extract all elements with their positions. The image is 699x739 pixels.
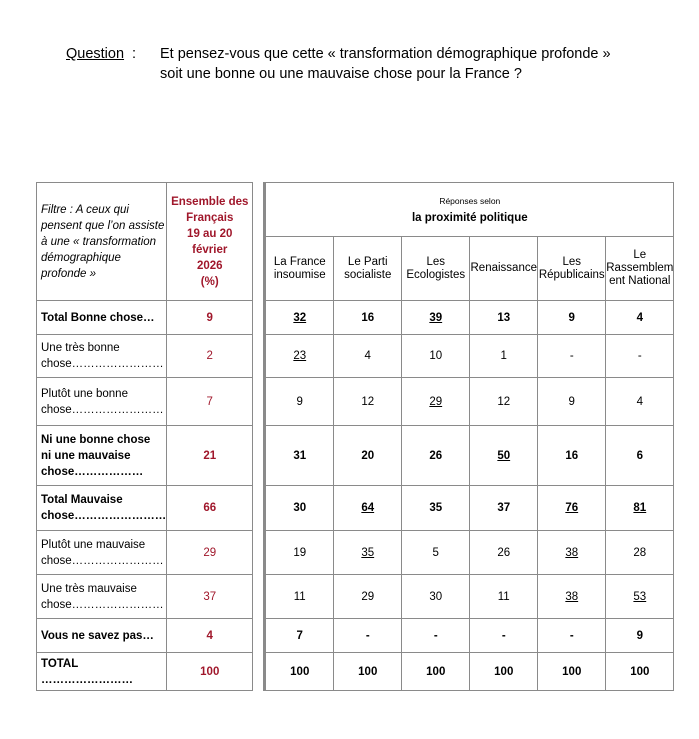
question-label: Question xyxy=(66,46,125,62)
party-value-cell xyxy=(606,486,674,531)
party-value-cell xyxy=(265,378,334,426)
party-value-cell xyxy=(265,426,334,486)
party-value-cell xyxy=(402,301,470,335)
party-header-line: Le xyxy=(633,249,647,261)
party-value-cell xyxy=(470,486,538,531)
party-value-cell xyxy=(538,426,606,486)
party-value: 38 xyxy=(565,546,579,559)
party-value-cell xyxy=(606,575,674,619)
party-header-line: Républicains xyxy=(538,268,605,281)
party-value: - xyxy=(569,350,574,362)
party-header-cell xyxy=(606,237,674,301)
party-value: 100 xyxy=(562,665,582,678)
ensemble-value-cell: 7 xyxy=(167,378,253,426)
responses-header-cell xyxy=(265,183,674,237)
party-value-cell xyxy=(538,531,606,575)
party-value: 100 xyxy=(358,665,378,678)
party-value: 39 xyxy=(429,311,443,324)
party-value-cell xyxy=(265,619,334,653)
party-value: 53 xyxy=(633,590,647,603)
party-value-cell xyxy=(334,653,402,691)
party-header-cell xyxy=(402,237,470,301)
row-label-cell xyxy=(37,575,167,619)
row-label-cell xyxy=(37,378,167,426)
row-label-line: Total Bonne chose… xyxy=(41,311,155,324)
party-value: 10 xyxy=(429,350,443,362)
table-row xyxy=(37,335,674,378)
party-value-cell xyxy=(470,531,538,575)
row-label-line: chose……………… xyxy=(41,465,144,478)
ensemble-header-cell xyxy=(167,183,253,301)
party-header-cell xyxy=(470,237,538,301)
party-value-cell xyxy=(470,426,538,486)
ensemble-header-line: Ensemble des xyxy=(171,195,249,208)
ensemble-value-cell: 37 xyxy=(167,575,253,619)
party-value: 9 xyxy=(568,311,575,324)
party-value: 9 xyxy=(296,395,303,408)
party-value-cell xyxy=(470,301,538,335)
ensemble-header-line: 19 au 20 xyxy=(187,227,233,240)
party-value-cell xyxy=(538,653,606,691)
party-value-cell xyxy=(334,486,402,531)
party-value: - xyxy=(637,350,642,362)
ensemble-header-line: février xyxy=(192,243,228,256)
row-label-cell xyxy=(37,619,167,653)
party-header-line: Renaissance xyxy=(470,262,537,274)
party-value: 20 xyxy=(361,449,375,462)
party-value: 16 xyxy=(565,449,579,462)
party-value: 100 xyxy=(290,665,310,678)
party-value: 50 xyxy=(497,449,511,462)
row-label-cell xyxy=(37,531,167,575)
party-value-cell xyxy=(538,486,606,531)
party-value: - xyxy=(365,629,370,642)
party-header-line: ent National xyxy=(609,275,671,287)
party-value-cell xyxy=(606,335,674,378)
party-value: 100 xyxy=(426,665,446,678)
party-header-cell xyxy=(265,237,334,301)
party-value-cell xyxy=(334,575,402,619)
party-value-cell xyxy=(334,426,402,486)
party-value: 16 xyxy=(361,311,375,324)
row-label-line: Plutôt une mauvaise xyxy=(41,538,146,551)
party-value: 100 xyxy=(494,665,514,678)
row-label-line: TOTAL …………………… xyxy=(41,657,133,686)
party-value: 7 xyxy=(296,629,303,642)
party-value-cell xyxy=(606,301,674,335)
row-label-cell xyxy=(37,301,167,335)
row-label-line: ni une mauvaise xyxy=(41,449,131,462)
party-value: 12 xyxy=(361,395,375,408)
row-label-cell xyxy=(37,653,167,691)
ensemble-header-line: Français xyxy=(186,211,234,224)
party-value-cell xyxy=(334,335,402,378)
row-label-cell xyxy=(37,426,167,486)
party-value-cell xyxy=(606,653,674,691)
table-row xyxy=(37,653,674,691)
party-value-cell xyxy=(606,531,674,575)
party-value: 5 xyxy=(432,546,439,559)
party-value-cell xyxy=(470,619,538,653)
party-value: 11 xyxy=(293,590,306,603)
ensemble-value-cell: 21 xyxy=(167,426,253,486)
party-value: 37 xyxy=(497,502,511,514)
party-value-cell xyxy=(606,619,674,653)
party-value-cell xyxy=(470,575,538,619)
party-value-cell xyxy=(402,335,470,378)
question-colon: : xyxy=(132,46,137,62)
party-value: 29 xyxy=(361,590,375,603)
party-value-cell xyxy=(265,531,334,575)
row-label-cell xyxy=(37,486,167,531)
party-value: 81 xyxy=(633,502,647,514)
question-line-2: soit une bonne ou une mauvaise chose pour la France ? xyxy=(160,66,522,82)
party-header-line: Rassemblem xyxy=(606,262,674,274)
party-value-cell xyxy=(538,378,606,426)
party-value: 26 xyxy=(497,546,511,559)
party-value: 30 xyxy=(293,502,307,514)
party-value-cell xyxy=(606,426,674,486)
party-value: 30 xyxy=(429,590,443,603)
responses-subtitle: la proximité politique xyxy=(411,211,528,224)
party-value-cell xyxy=(334,378,402,426)
party-header-line: Les xyxy=(426,255,446,268)
party-value-cell xyxy=(265,575,334,619)
party-value-cell xyxy=(470,378,538,426)
question-text xyxy=(160,44,680,84)
party-value-cell xyxy=(470,335,538,378)
party-value-cell xyxy=(402,531,470,575)
party-value-cell xyxy=(334,301,402,335)
party-value: 4 xyxy=(636,311,643,324)
table-row xyxy=(37,426,674,486)
party-value: 29 xyxy=(429,395,443,408)
responses-title: Réponses selon xyxy=(439,195,501,206)
party-value: 9 xyxy=(568,395,575,408)
party-value: - xyxy=(569,629,574,642)
table-row xyxy=(37,378,674,426)
ensemble-value-cell: 100 xyxy=(167,653,253,691)
party-header-cell xyxy=(538,237,606,301)
party-value: 26 xyxy=(429,449,443,462)
party-value: 19 xyxy=(293,546,307,559)
party-value-cell xyxy=(402,486,470,531)
party-value: - xyxy=(433,629,438,642)
party-value-cell xyxy=(470,653,538,691)
party-value: 4 xyxy=(636,395,643,408)
party-value-cell xyxy=(402,653,470,691)
party-value: 11 xyxy=(497,590,510,603)
table-row xyxy=(37,486,674,531)
row-label-line: chose…………………… xyxy=(41,403,164,416)
party-header-cell xyxy=(334,237,402,301)
row-label-line: Vous ne savez pas… xyxy=(41,629,154,642)
party-header-line: Ecologistes xyxy=(406,268,466,281)
filter-cell: Filtre : A ceux qui pensent que l’on assiste à une « transformation démographique profonde » xyxy=(37,183,167,301)
row-label-line: chose…………………… xyxy=(41,598,164,611)
ensemble-header-line: 2026 xyxy=(196,259,223,272)
party-value: 38 xyxy=(565,590,579,603)
row-label-line: Total Mauvaise xyxy=(41,494,123,506)
row-label-line: chose…………………… xyxy=(41,554,164,567)
party-value: 12 xyxy=(497,395,511,408)
table-row xyxy=(37,301,674,335)
party-value-cell xyxy=(402,378,470,426)
ensemble-value-cell: 66 xyxy=(167,486,253,531)
row-label-cell xyxy=(37,335,167,378)
party-value: 100 xyxy=(630,665,650,678)
party-value: 6 xyxy=(636,449,643,462)
party-value: 31 xyxy=(293,449,307,462)
party-value-cell xyxy=(538,301,606,335)
party-value-cell xyxy=(265,486,334,531)
party-value-cell xyxy=(402,619,470,653)
results-table xyxy=(36,182,674,691)
ensemble-value-cell: 9 xyxy=(167,301,253,335)
party-value: 13 xyxy=(497,311,511,324)
header-row-top xyxy=(37,183,674,237)
question-line-1: Et pensez-vous que cette « transformation démographique profonde » xyxy=(160,46,611,62)
party-value-cell xyxy=(265,653,334,691)
party-value: 35 xyxy=(429,502,443,514)
row-label-line: Une très bonne xyxy=(41,342,120,354)
column-gap xyxy=(253,183,265,691)
party-header-line: socialiste xyxy=(344,268,392,281)
ensemble-header-line: (%) xyxy=(200,275,219,288)
party-header-line: Les xyxy=(562,255,582,268)
party-value-cell xyxy=(402,426,470,486)
ensemble-value-cell: 2 xyxy=(167,335,253,378)
row-label-line: Une très mauvaise xyxy=(41,582,137,595)
party-value-cell xyxy=(334,619,402,653)
table-row xyxy=(37,619,674,653)
party-value-cell xyxy=(538,335,606,378)
row-label-line: Plutôt une bonne xyxy=(41,387,128,400)
party-value: 32 xyxy=(293,311,307,324)
party-value-cell xyxy=(606,378,674,426)
party-value: 9 xyxy=(636,629,643,642)
party-value-cell xyxy=(334,531,402,575)
row-label-line: chose…………………… xyxy=(41,510,167,522)
party-value-cell xyxy=(402,575,470,619)
party-value: 4 xyxy=(364,350,371,362)
party-header-line: La France xyxy=(273,255,326,268)
party-value: 76 xyxy=(565,502,579,514)
party-value-cell xyxy=(265,301,334,335)
party-value-cell xyxy=(538,575,606,619)
ensemble-value-cell: 4 xyxy=(167,619,253,653)
party-header-line: Le Parti xyxy=(347,255,388,268)
party-value: 23 xyxy=(293,350,307,362)
party-value-cell xyxy=(265,335,334,378)
party-value: 64 xyxy=(361,502,375,514)
party-header-line: insoumise xyxy=(273,268,326,281)
ensemble-value-cell: 29 xyxy=(167,531,253,575)
party-value: 35 xyxy=(361,546,375,559)
party-value: 28 xyxy=(633,546,647,559)
row-label-line: chose…………………… xyxy=(41,358,164,370)
table-row xyxy=(37,531,674,575)
table-row xyxy=(37,575,674,619)
party-value: - xyxy=(501,629,506,642)
party-value: 1 xyxy=(500,350,507,362)
row-label-line: Ni une bonne chose xyxy=(41,433,151,446)
party-value-cell xyxy=(538,619,606,653)
